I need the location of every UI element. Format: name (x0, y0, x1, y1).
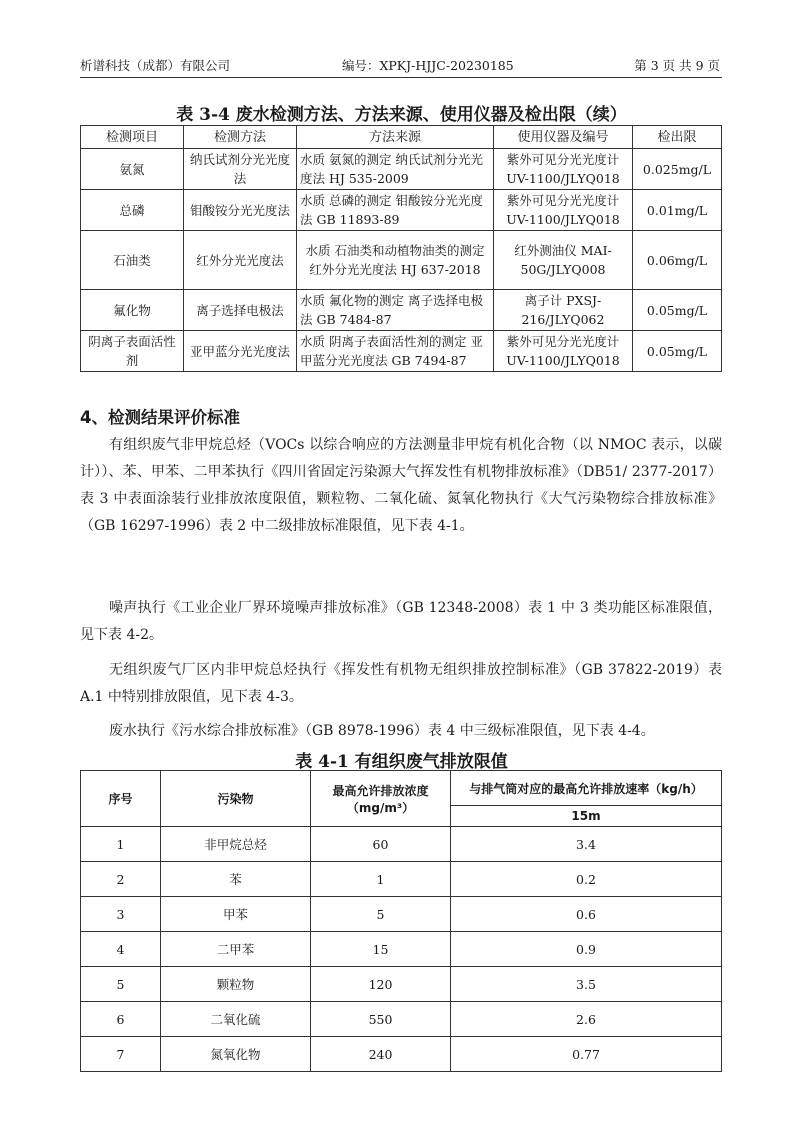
page-number: 第 3 页 共 9 页 (634, 58, 720, 73)
table-cell: 红外分光光度法 (184, 231, 297, 290)
table-cell: 纳氏试剂分光光度法 (184, 149, 297, 190)
table-3-4 (80, 125, 722, 372)
table-row (81, 932, 722, 967)
table-cell: 550 (311, 1002, 451, 1037)
table-cell: 3.4 (451, 827, 722, 862)
table-cell: 氨氮 (81, 149, 184, 190)
table-cell: 紫外可见分光光度计 UV-1100/JLYQ018 (494, 190, 633, 231)
column-header: 方法来源 (297, 126, 494, 149)
table-row (81, 331, 722, 372)
table-cell: 0.6 (451, 897, 722, 932)
section-heading: 4、检测结果评价标准 (80, 408, 240, 427)
table-row (81, 897, 722, 932)
table-cell: 7 (81, 1037, 161, 1072)
table-cell: 240 (311, 1037, 451, 1072)
table-cell: 离子选择电极法 (184, 290, 297, 331)
table-cell: 1 (81, 827, 161, 862)
column-header: 检测方法 (184, 126, 297, 149)
table-cell: 4 (81, 932, 161, 967)
table-cell: 亚甲蓝分光光度法 (184, 331, 297, 372)
table-cell: 6 (81, 1002, 161, 1037)
table-row (81, 1037, 722, 1072)
table-4-1 (80, 770, 722, 1072)
paragraph: 噪声执行《工业企业厂界环境噪声排放标准》（GB 12348-2008）表 1 中 3 类功能区标准限值，见下表 4-2。 (80, 600, 722, 643)
table-4-1-caption: 表 4-1 有组织废气排放限值 (295, 752, 508, 772)
table-cell: 0.2 (451, 862, 722, 897)
table-row (81, 231, 722, 290)
table-cell: 石油类 (81, 231, 184, 290)
table-cell: 苯 (161, 862, 311, 897)
table-cell: 0.05mg/L (633, 290, 722, 331)
table-cell: 0.025mg/L (633, 149, 722, 190)
column-header: 检出限 (633, 126, 722, 149)
table-cell: 2 (81, 862, 161, 897)
table-cell: 阴离子表面活性剂 (81, 331, 184, 372)
table-cell: 紫外可见分光光度计 UV-1100/JLYQ018 (494, 331, 633, 372)
table-cell: 15 (311, 932, 451, 967)
table-cell: 5 (311, 897, 451, 932)
paragraph: 废水执行《污水综合排放标准》（GB 8978-1996）表 4 中三级标准限值，见下表 4-4。 (109, 723, 655, 739)
table-cell: 二氧化硫 (161, 1002, 311, 1037)
table-cell: 红外测油仪 MAI-50G/JLYQ008 (494, 231, 633, 290)
header-divider (80, 77, 722, 78)
table-cell: 水质 氟化物的测定 离子选择电极法 GB 7484-87 (297, 290, 494, 331)
page-header (80, 56, 720, 76)
table-row (81, 967, 722, 1002)
table-cell: 非甲烷总烃 (161, 827, 311, 862)
table-cell: 氮氧化物 (161, 1037, 311, 1072)
table-cell: 3 (81, 897, 161, 932)
table-cell: 水质 阴离子表面活性剂的测定 亚甲蓝分光光度法 GB 7494-87 (297, 331, 494, 372)
table-cell: 0.01mg/L (633, 190, 722, 231)
report-number: 编号：XPKJ-HJJC-20230185 (342, 58, 514, 73)
table-cell: 0.9 (451, 932, 722, 967)
column-header: 与排气筒对应的最高允许排放速率（kg/h） (451, 771, 722, 806)
table-row (81, 149, 722, 190)
table-cell: 颗粒物 (161, 967, 311, 1002)
table-row (81, 190, 722, 231)
table-cell: 120 (311, 967, 451, 1002)
column-header: 序号 (81, 771, 161, 827)
table-cell: 氟化物 (81, 290, 184, 331)
table-cell: 二甲苯 (161, 932, 311, 967)
column-header: 最高允许排放浓度（mg/m³） (311, 771, 451, 827)
table-cell: 0.06mg/L (633, 231, 722, 290)
table-cell: 紫外可见分光光度计 UV-1100/JLYQ018 (494, 149, 633, 190)
paragraph: 有组织废气非甲烷总烃（VOCs 以综合响应的方法测量非甲烷有机化合物（以 NMOC 表示，以碳计））、苯、甲苯、二甲苯执行《四川省固定污染源大气挥发性有机物排放标准》（DB51/ 2377-2017）表 3 中表面涂装行业排放浓度限值，颗粒物、二氧化硫、氮氧化物执行《大气污染物综合排放标准》（GB 16297-1996）表 2 中二级排放标准限值，见下表 4-1。 (80, 437, 722, 534)
table-cell: 钼酸铵分光光度法 (184, 190, 297, 231)
table-cell: 0.77 (451, 1037, 722, 1072)
table-cell: 0.05mg/L (633, 331, 722, 372)
column-header: 15m (451, 806, 722, 827)
table-cell: 水质 石油类和动植物油类的测定 红外分光光度法 HJ 637-2018 (297, 231, 494, 290)
table-row (81, 290, 722, 331)
table-cell: 离子计 PXSJ-216/JLYQ062 (494, 290, 633, 331)
table-row (81, 1002, 722, 1037)
table-cell: 1 (311, 862, 451, 897)
column-header: 使用仪器及编号 (494, 126, 633, 149)
column-header: 检测项目 (81, 126, 184, 149)
table-row (81, 862, 722, 897)
paragraph: 无组织废气厂区内非甲烷总烃执行《挥发性有机物无组织排放控制标准》（GB 37822-2019）表 A.1 中特别排放限值，见下表 4-3。 (80, 662, 722, 705)
table-cell: 甲苯 (161, 897, 311, 932)
table-cell: 总磷 (81, 190, 184, 231)
table-row (81, 827, 722, 862)
table-cell: 2.6 (451, 1002, 722, 1037)
table-cell: 3.5 (451, 967, 722, 1002)
column-header: 污染物 (161, 771, 311, 827)
company-name: 析谱科技（成都）有限公司 (80, 58, 231, 73)
table-cell: 5 (81, 967, 161, 1002)
table-cell: 60 (311, 827, 451, 862)
table-cell: 水质 氨氮的测定 纳氏试剂分光光度法 HJ 535-2009 (297, 149, 494, 190)
table-3-4-caption: 表 3-4 废水检测方法、方法来源、使用仪器及检出限（续） (176, 105, 627, 125)
table-cell: 水质 总磷的测定 钼酸铵分光光度法 GB 11893-89 (297, 190, 494, 231)
